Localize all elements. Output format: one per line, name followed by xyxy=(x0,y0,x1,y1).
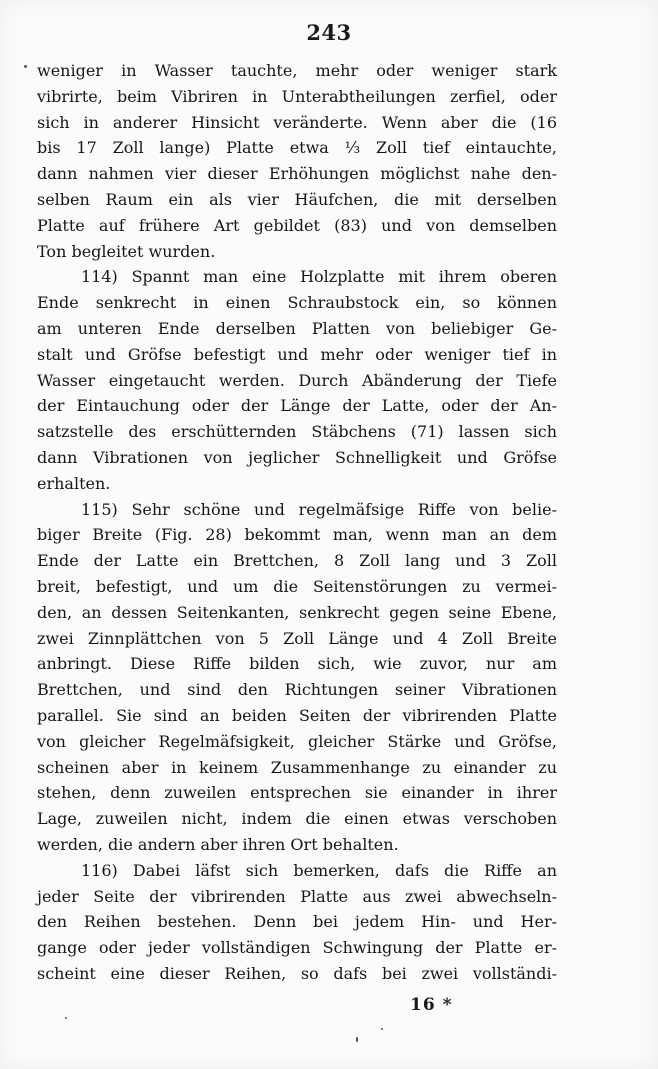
text-line: bis 17 Zoll lange) Platte etwa ⅓ Zoll tief eintauchte, xyxy=(37,138,557,158)
print-speck xyxy=(24,65,27,68)
text-line: Ton begleitet wurden. xyxy=(37,241,216,261)
text-line: erhalten. xyxy=(37,473,111,493)
text-line: Platte auf frühere Art gebildet (83) und von demselben xyxy=(37,215,557,235)
text-line: vibrirte, beim Vibriren in Unterabtheilungen zerfiel, oder xyxy=(37,86,557,106)
text-line: am unteren Ende derselben Platten von beliebiger Ge- xyxy=(37,318,557,338)
text-line: satzstelle des erschütternden Stäbchens (71) lassen sich xyxy=(37,422,557,442)
text-line: den Reihen bestehen. Denn bei jedem Hin- und Her- xyxy=(37,912,557,932)
text-line: 115) Sehr schöne und regelmäfsige Riffe von belie- xyxy=(81,499,557,519)
text-line: dann nahmen vier dieser Erhöhungen möglichst nahe den- xyxy=(37,164,557,184)
text-line: 114) Spannt man eine Holzplatte mit ihrem oberen xyxy=(81,267,557,287)
text-line: Wasser eingetaucht werden. Durch Abänderung der Tiefe xyxy=(37,370,557,390)
text-line: biger Breite (Fig. 28) bekommt man, wenn man an dem xyxy=(37,525,557,545)
text-line: dann Vibrationen von jeglicher Schnelligkeit und Gröfse xyxy=(37,447,557,467)
text-line: sich in anderer Hinsicht veränderte. Wenn aber die (16 xyxy=(37,112,557,132)
text-line: scheint eine dieser Reihen, so dafs bei zwei vollständi- xyxy=(37,963,557,983)
print-speck xyxy=(381,1028,383,1030)
text-line: Brettchen, und sind den Richtungen seiner Vibrationen xyxy=(37,680,557,700)
text-line: Lage, zuweilen nicht, indem die einen etwas verschoben xyxy=(37,809,557,829)
text-line: von gleicher Regelmäfsigkeit, gleicher Stärke und Gröfse, xyxy=(37,731,557,751)
text-line: anbringt. Diese Riffe bilden sich, wie zuvor, nur am xyxy=(37,654,557,674)
print-speck xyxy=(356,1037,358,1042)
body-text xyxy=(37,58,557,987)
text-line: parallel. Sie sind an beiden Seiten der vibrirenden Platte xyxy=(37,705,557,725)
text-line: gange oder jeder vollständigen Schwingung der Platte er- xyxy=(37,938,557,958)
text-line: breit, befestigt, und um die Seitenstörungen zu vermei- xyxy=(37,576,557,596)
text-line: werden, die andern aber ihren Ort behalten. xyxy=(37,834,399,854)
text-line: Ende der Latte ein Brettchen, 8 Zoll lang und 3 Zoll xyxy=(37,551,557,571)
text-line: den, an dessen Seitenkanten, senkrecht gegen seine Ebene, xyxy=(37,602,557,622)
text-line: der Eintauchung oder der Länge der Latte, oder der An- xyxy=(37,396,557,416)
text-line: selben Raum ein als vier Häufchen, die mit derselben xyxy=(37,189,557,209)
text-line: zwei Zinnplättchen von 5 Zoll Länge und 4 Zoll Breite xyxy=(37,628,557,648)
text-line: stehen, denn zuweilen entsprechen sie einander in ihrer xyxy=(37,783,557,803)
text-line: Ende senkrecht in einen Schraubstock ein, so können xyxy=(37,293,557,313)
page-number: 243 xyxy=(306,20,352,45)
text-line: scheinen aber in keinem Zusammenhange zu einander zu xyxy=(37,757,557,777)
text-line: jeder Seite der vibrirenden Platte aus zwei abwechseln- xyxy=(37,886,557,906)
signature-mark: 16 * xyxy=(410,995,453,1015)
text-line: stalt und Gröfse befestigt und mehr oder weniger tief in xyxy=(37,344,557,364)
text-line: 116) Dabei läfst sich bemerken, dafs die Riffe an xyxy=(81,860,557,880)
text-line: weniger in Wasser tauchte, mehr oder weniger stark xyxy=(37,61,557,80)
print-speck xyxy=(65,1017,67,1019)
